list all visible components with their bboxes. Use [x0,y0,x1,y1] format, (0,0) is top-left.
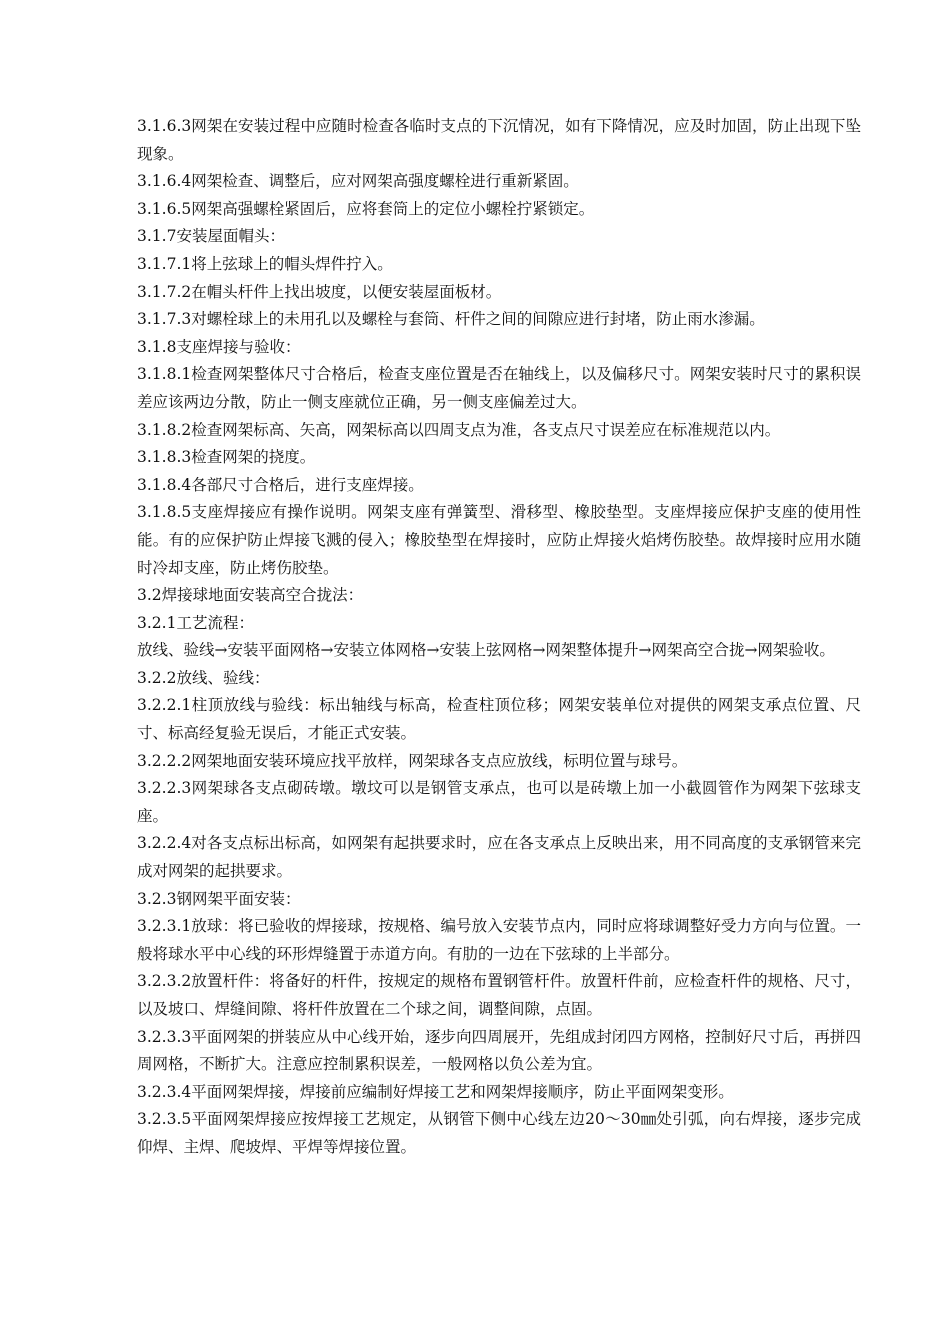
heading-3-2-3: 3.2.3钢网架平面安装： [137,889,301,908]
paragraph-3-1-6-3: 3.1.6.3网架在安装过程中应随时检查各临时支点的下沉情况，如有下降情况，应及时加固，防止出现下坠现象。 [137,117,861,163]
heading-3-2: 3.2焊接球地面安装高空合拢法： [137,586,364,605]
paragraph-3-2-3-3: 3.2.3.3平面网架的拼装应从中心线开始，逐步向四周展开，先组成封闭四方网格，控制好尺寸后，再拼四周网格，不断扩大。注意应控制累积误差，一般网格以负公差为宜。 [137,1027,861,1074]
heading-3-1-8: 3.1.8支座焊接与验收： [137,337,301,356]
paragraph-3-1-8-5: 3.1.8.5支座焊接应有操作说明。网架支座有弹簧型、滑移型、橡胶垫型。支座焊接应保护支座的使用性能。有的应保护防止焊接飞溅的侵入；橡胶垫型在焊接时，应防止焊接火焰烤伤胶垫。故焊接时应用水随时冷却支座，防止烤伤胶垫。 [137,503,861,577]
paragraph-3-1-6-4: 3.1.6.4网架检查、调整后，应对网架高强度螺栓进行重新紧固。 [137,172,579,191]
paragraph-3-2-3-2: 3.2.3.2放置杆件：将备好的杆件，按规定的规格布置钢管杆件。放置杆件前，应检查杆件的规格、尺寸，以及坡口、焊缝间隙、将杆件放置在二个球之间，调整间隙，点固。 [137,972,861,1018]
paragraph-3-2-3-5: 3.2.3.5平面网架焊接应按焊接工艺规定，从钢管下侧中心线左边20～30㎜处引弧，向右焊接，逐步完成仰焊、主焊、爬坡焊、平焊等焊接位置。 [137,1110,861,1156]
paragraph-3-1-8-3: 3.1.8.3检查网架的挠度。 [137,448,316,467]
paragraph-3-2-2-1: 3.2.2.1柱顶放线与验线：标出轴线与标高，检查柱顶位移；网架安装单位对提供的网架支承点位置、尺寸、标高经复验无误后，才能正式安装。 [137,696,861,743]
paragraph-3-1-8-1: 3.1.8.1检查网架整体尺寸合格后，检查支座位置是否在轴线上，以及偏移尺寸。网架安装时尺寸的累积误差应该两边分散，防止一侧支座就位正确，另一侧支座偏差过大。 [137,365,861,411]
heading-3-2-2: 3.2.2放线、验线： [137,668,270,687]
document-body [137,113,861,1162]
paragraph-3-2-2-3: 3.2.2.3网架球各支点砌砖墩。墩坟可以是钢管支承点，也可以是砖墩上加一小截圆管作为网架下弦球支座。 [137,779,861,825]
paragraph-3-1-7-3: 3.1.7.3对螺栓球上的未用孔以及螺栓与套筒、杆件之间的间隙应进行封堵，防止雨水渗漏。 [137,310,765,329]
paragraph-3-1-8-4: 3.1.8.4各部尺寸合格后，进行支座焊接。 [137,475,424,494]
heading-3-2-1: 3.2.1工艺流程： [137,613,254,632]
heading-3-1-7: 3.1.7安装屋面帽头： [137,227,285,246]
paragraph-3-2-3-4: 3.2.3.4平面网架焊接，焊接前应编制好焊接工艺和网架焊接顺序，防止平面网架变形。 [137,1082,734,1101]
paragraph-3-1-7-2: 3.1.7.2在帽头杆件上找出坡度，以便安装屋面板材。 [137,282,502,301]
paragraph-3-1-6-5: 3.1.6.5网架高强螺栓紧固后，应将套筒上的定位小螺栓拧紧锁定。 [137,199,595,218]
paragraph-3-2-2-2: 3.2.2.2网架地面安装环境应找平放样，网架球各支点应放线，标明位置与球号。 [137,751,688,770]
paragraph-3-2-3-1: 3.2.3.1放球：将已验收的焊接球，按规格、编号放入安装节点内，同时应将球调整好受力方向与位置。一般将球水平中心线的环形焊缝置于赤道方向。有肋的一边在下弦球的上半部分。 [137,917,861,963]
paragraph-3-2-2-4: 3.2.2.4对各支点标出标高，如网架有起拱要求时，应在各支承点上反映出来，用不同高度的支承钢管来完成对网架的起拱要求。 [137,834,861,881]
paragraph-3-1-8-2: 3.1.8.2检查网架标高、矢高，网架标高以四周支点为准，各支点尺寸误差应在标准规范以内。 [137,420,781,439]
process-flow-text: 放线、验线→安装平面网格→安装立体网格→安装上弦网格→网架整体提升→网架高空合拢→网架验收。 [137,641,835,660]
paragraph-3-1-7-1: 3.1.7.1将上弦球上的帽头焊件拧入。 [137,254,393,273]
